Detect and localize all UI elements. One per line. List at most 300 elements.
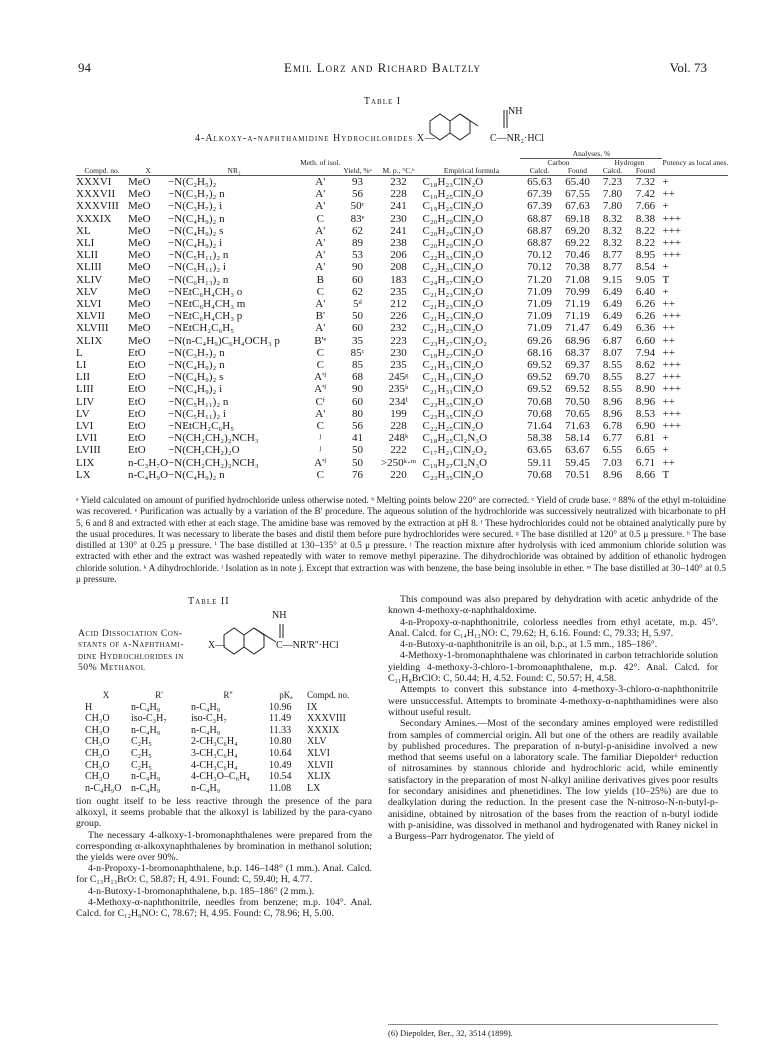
table1-cell: −N(C₄H₉)₂ s [168, 371, 224, 384]
table1-row [76, 249, 728, 261]
table1-cell: +++ [662, 224, 682, 237]
table1-cell: 67.63 [565, 200, 590, 213]
table2-cell: H [85, 701, 93, 713]
table1-cell: MeO [128, 176, 151, 188]
table1-cell: C₂₂H₂₅ClN₂O [422, 420, 484, 433]
table1-cell: B'ᵉ [314, 334, 327, 347]
table1-cell: XXXVII [76, 188, 116, 201]
table1-cell: −N(C₅H₁₁)₂ n [168, 249, 229, 262]
table2-cell: 3-CH₃C₆H₄ [191, 747, 238, 759]
table1-cell: ++ [662, 298, 675, 311]
table2-row [83, 736, 369, 748]
table2-cell: CH₃O [85, 736, 110, 748]
table1-cell: A' [315, 176, 326, 188]
table1-cell: −N(CH₂CH₂)₂NCH₃ [168, 456, 259, 469]
table1-cell: XLIV [76, 273, 103, 286]
table1-cell: 8.96 [635, 395, 656, 408]
table1-cell: 8.55 [602, 371, 623, 384]
table1-cell: 63.65 [527, 444, 552, 457]
table1-cell: 232 [390, 176, 407, 188]
table1-row [76, 408, 728, 420]
table1-cell: −N(C₅H₁₁)₂ i [168, 407, 226, 420]
table1-cell: EtO [128, 420, 146, 433]
table1-cell: C₁₉H₂₇ClN₂O [422, 346, 484, 359]
table1-cell: 60 [351, 322, 363, 335]
table1-cell: 8.55 [602, 383, 623, 396]
table1-cell: A' [315, 322, 326, 335]
table1-cell: −N(C₅H₁₁)₂ n [168, 395, 229, 408]
table1-cell: EtO [128, 359, 146, 372]
table1-cell: 71.64 [527, 420, 552, 433]
table2-caption: Table II [188, 596, 230, 607]
table1-cell: A' [315, 407, 326, 420]
table1-row [76, 213, 728, 225]
table1-cell: 71.09 [527, 285, 552, 298]
table1-row [76, 432, 728, 444]
table1-cell: LII [76, 371, 91, 384]
table1-cell: C₂₀H₂₉ClN₂O [422, 224, 484, 237]
table1-cell: 59.45 [565, 456, 590, 469]
table1-cell: 70.65 [565, 407, 590, 420]
table1-cell: −N(C₃H₇)₂ n [168, 346, 225, 359]
table1-cell: 230 [390, 212, 407, 225]
table2-cell: n-C₄H₉ [191, 701, 221, 713]
table1-cell: 8.32 [602, 224, 623, 237]
table1-cell: >250ᵏ·ᵐ [380, 456, 417, 469]
table1-cell: 8.32 [602, 237, 623, 250]
table1-cell: n-C₃H₇O [128, 456, 169, 469]
table1-cell: 69.22 [565, 237, 590, 250]
table1-cell: MeO [128, 298, 151, 311]
table2-formula-prefix: X— [208, 640, 226, 651]
table2-cell: XLVI [307, 747, 330, 759]
table2-cell: n-C₄H₉ [131, 724, 161, 736]
table1-row [76, 420, 728, 432]
table1-cell: 70.68 [527, 407, 552, 420]
table1-cell: 65.40 [565, 176, 590, 188]
table1-header-row: Compd. no. X NR₂ Yield, %ᵃ M. p., °C.ᵇ Empirical formula Calcd. Found Calcd. Found [76, 167, 728, 176]
table1-cell: XLIX [76, 334, 103, 347]
table1-row [76, 298, 728, 310]
table1-cell: + [662, 432, 669, 445]
table2-cell: IX [307, 701, 318, 713]
table1-cell: −N(CH₂CH₂)₂NCH₃ [168, 432, 259, 445]
table1-cell: 70.12 [527, 249, 552, 262]
table1-cell: 228 [390, 188, 407, 201]
table1-cell: EtO [128, 432, 146, 445]
table1-cell: +++ [662, 420, 682, 433]
table1-cell: XLIII [76, 261, 102, 274]
table1-cell: 70.68 [527, 395, 552, 408]
table1-cell: 85ᶜ [350, 346, 365, 359]
table2-row [83, 702, 369, 714]
table1-cell: −NEtC₆H₄CH₃ m [168, 298, 246, 311]
table1-cell: + [662, 261, 669, 274]
table1-cell: 8.32 [602, 212, 623, 225]
table1-cell: B' [315, 310, 325, 323]
table1-cell: LIII [76, 383, 94, 396]
table1-cell: 59.11 [527, 456, 552, 469]
table1-cell: XLI [76, 237, 95, 250]
table1-cell: EtO [128, 371, 146, 384]
table1-cell: 68.37 [565, 346, 590, 359]
table1-cell: MeO [128, 310, 151, 323]
table1-cell: 208 [390, 261, 407, 274]
table1-cell: C₂₁H₃₁ClN₂O [422, 383, 484, 396]
table1-cell: 6.65 [635, 444, 656, 457]
table1-cell: 206 [390, 249, 407, 262]
table1-cell: ++ [662, 322, 675, 335]
table1-cell: −NEtCH₂C₆H₅ [168, 420, 235, 433]
table1-cell: LIV [76, 395, 95, 408]
table1-cell: A' [315, 188, 326, 201]
table1-cell: ʲ [319, 444, 322, 457]
table1-cell: −N(C₄H₉)₂ s [168, 224, 224, 237]
table2-cell: CH₃O [85, 713, 110, 725]
table1-cell: −N(C₄H₉)₂ i [168, 383, 223, 396]
table1-cell: 7.42 [635, 188, 656, 201]
table1-title: 4-Alkoxy-α-naphthamidine Hydrochlorides X— [195, 133, 437, 144]
table1-cell: MeO [128, 249, 151, 262]
table1-cell: A' [315, 261, 326, 274]
table1-row [76, 396, 728, 408]
table1-cell: 70.46 [565, 249, 590, 262]
table1-cell: 71.09 [527, 310, 552, 323]
table1-cell: 9.05 [635, 273, 656, 286]
table1-row [76, 237, 728, 249]
table2 [83, 690, 369, 794]
table1-cell: 8.96 [602, 395, 623, 408]
table1-cell: T [662, 468, 670, 481]
table1-cell: 69.26 [527, 334, 552, 347]
table1-cell: +++ [662, 371, 682, 384]
table1-cell: 6.78 [602, 420, 623, 433]
table1-cell: −NEtC₆H₄CH₃ p [168, 310, 243, 323]
table1-row [76, 310, 728, 322]
table1-cell: MeO [128, 261, 151, 274]
table1-cell: C₂₂H₃₃ClN₂O [422, 261, 484, 274]
table2-cell: 4-CH₃O–C₆H₄ [191, 771, 250, 783]
table1-cell: 222 [390, 444, 407, 457]
table1-cell: 234ⁱ [389, 395, 408, 408]
table1-cell: 53 [351, 249, 363, 262]
table1-nh: NH [508, 106, 523, 117]
table1-cell: 70.68 [527, 468, 552, 481]
table1-cell: −N(CH₂CH₂)₂O [168, 444, 240, 457]
table1-cell: C [316, 420, 324, 433]
table1-cell: 71.08 [565, 273, 590, 286]
table1-cell: 80 [351, 407, 363, 420]
table1-cell: C [316, 346, 324, 359]
table1-cell: 67.55 [565, 188, 590, 201]
right-column-text: This compound was also prepared by dehydration with acetic anhydride of the known 4-methoxy-α-naphthaldoxime. 4-n-Propoxy-α-naphthonitrile, colorless needles from ethyl acetate, m.p. 45°. Anal. Calcd. for C₁₄H₁₃NO: C, 79.62; H, 6.16. Found: C, 79.33; H, 5.97. 4-n-Butoxy-α-naphthonitrile is an oil, b.p., at 1.5 mm., 185–186°. 4-Methoxy-1-bromonaphthalene was chlorinated in carbon tetrachloride solution yielding 4-methoxy-3-chloro-1-bromonaphthalene, m.p. 42°. Anal. Calcd. for C₁₁H₈BrClO: C, 50.44; H, 4.52. Found: C, 50.57; H, 4.58. Attempts to convert this substance into 4-methoxy-3-chloro-α-naphthonitrile were unsuccessful. Attempts to brominate 4-methoxy-α-naphthamidines were also without useful result. Secondary Amines.—Most of the secondary amines employed were redistilled from samples of commercial origin. All but one of the others are readily available by published procedures. The preparation of n-butyl-p-anisidine involved a new method that seems useful on a laboratory scale. The familiar Diepolder⁶ reduction of nitrosamines by stannous chloride and hydrochloric acid, while eminently satisfactory in the preparation of most N-alkyl aniline derivatives gives poor results for secondary anisidines and phenetidines. The low yields (10–25%) are due to dealkylation during the reduction. In the present case the N-nitroso-N-n-butyl-p-anisidine, obtained by nitrosation of the bases from the reaction of n-butyl iodide with p-anisidine, was dissolved in methanol and hydrogenated with Raney nickel in a Burgess–Parr hydrogenator. The yield of [388, 594, 718, 843]
table1-cell: LX [76, 468, 91, 481]
table1-cell: C₁₉H₂₅ClN₂O [422, 188, 484, 201]
table1-cell: 7.32 [635, 176, 656, 188]
table2-cell: 10.80 [269, 736, 292, 748]
table1-cell: +++ [662, 407, 682, 420]
table1-cell: XLVII [76, 310, 105, 323]
table1-cell: 6.71 [635, 456, 656, 469]
table1-cell: 89 [351, 237, 363, 250]
table1-cell: 220 [390, 468, 407, 481]
table1-cell: 58.14 [565, 432, 590, 445]
table1-cell: 235ʰ [388, 383, 409, 396]
table2-body [83, 702, 369, 795]
table1-cell: A' [315, 249, 326, 262]
table1 [76, 150, 728, 481]
table1-cell: 235 [390, 359, 407, 372]
table2-cell: n-C₄H₉ [191, 782, 221, 794]
table1-cell: 69.52 [527, 383, 552, 396]
table1-cell: MeO [128, 273, 151, 286]
table1-cell: 8.07 [602, 346, 623, 359]
table1-cell: 70.50 [565, 395, 590, 408]
table1-cell: LVIII [76, 444, 101, 457]
table2-cell: XXXIX [307, 724, 340, 736]
table1-cell: + [662, 444, 669, 457]
table1-cell: MeO [128, 212, 151, 225]
table2-nh: NH [272, 610, 287, 621]
table1-cell: 6.26 [635, 298, 656, 311]
table1-cell: +++ [662, 383, 682, 396]
table1-cell: MeO [128, 188, 151, 201]
table1-cell: EtO [128, 346, 146, 359]
table1-cell: 248ᵏ [388, 432, 409, 445]
table2-row [83, 771, 369, 783]
table1-cell: 70.51 [565, 468, 590, 481]
table1-cell: MeO [128, 322, 151, 335]
table1-cell: 7.80 [602, 188, 623, 201]
table2-cell: 4-CH₃C₆H₄ [191, 759, 238, 771]
table1-cell: 199 [390, 407, 407, 420]
table1-cell: 6.40 [635, 285, 656, 298]
table1-row [76, 200, 728, 212]
table1-cell: 8.22 [635, 237, 656, 250]
table1-cell: 70.12 [527, 261, 552, 274]
table1-cell: −N(C₄H₉)₂ n [168, 468, 225, 481]
table1-cell: MeO [128, 237, 151, 250]
table2-header: X R' R'' pKₐ Compd. no. [102, 690, 350, 700]
table1-cell: 212 [390, 298, 407, 311]
table1-row [76, 188, 728, 200]
table1-cell: C₂₃H₃₅ClN₂O [422, 407, 484, 420]
table1-cell: −N(C₄H₉)₂ n [168, 359, 225, 372]
table1-row [76, 469, 728, 481]
table1-cell: −N(C₅H₁₁)₂ i [168, 261, 226, 274]
table1-cell: 70.38 [565, 261, 590, 274]
table1-cell: +++ [662, 249, 682, 262]
table2-row [83, 725, 369, 737]
table2-cell: CH₃O [85, 759, 110, 771]
table1-row [76, 286, 728, 298]
table1-formula-group: C—NR₂·HCl [490, 133, 545, 144]
table1-cell: C₁₇H₂₁ClN₂O₂ [422, 444, 488, 457]
table1-cell: XLII [76, 249, 98, 262]
table1-cell: 69.70 [565, 371, 590, 384]
table2-cell: 10.49 [269, 759, 292, 771]
table1-cell: C₁₉H₂₅ClN₂O [422, 200, 484, 213]
table1-cell: ++ [662, 188, 675, 201]
table1-cell: LVII [76, 432, 97, 445]
table1-cell: 5ᵈ [353, 298, 362, 311]
table1-cell: 6.90 [635, 420, 656, 433]
table1-cell: 6.49 [602, 310, 623, 323]
table1-cell: 69.37 [565, 359, 590, 372]
table1-cell: 183 [390, 273, 407, 286]
table1-cell: 90 [351, 383, 363, 396]
table1-cell: +++ [662, 359, 682, 372]
table1-cell: 7.94 [635, 346, 656, 359]
table1-cell: 8.77 [602, 249, 623, 262]
table1-cell: 226 [390, 310, 407, 323]
table1-cell: 68.87 [527, 237, 552, 250]
table1-cell: 8.96 [602, 407, 623, 420]
table1-cell: C₂₁H₂₃ClN₂O [422, 285, 484, 298]
table1-cell: 9.15 [602, 273, 623, 286]
table2-cell: C₂H₅ [131, 747, 152, 759]
table1-cell: ++ [662, 346, 675, 359]
table2-cell: 10.64 [269, 747, 292, 759]
table1-cell: XLVI [76, 298, 102, 311]
table1-cell: C₁₉H₂₇Cl₂N₃O [422, 456, 488, 469]
table1-cell: 232 [390, 322, 407, 335]
table1-cell: 8.96 [602, 468, 623, 481]
table1-cell: EtO [128, 444, 146, 457]
table1-cell: 6.77 [602, 432, 623, 445]
table1-cell: 8.53 [635, 407, 656, 420]
table1-cell: 71.63 [565, 420, 590, 433]
table1-cell: 60 [351, 395, 363, 408]
table1-cell: MeO [128, 285, 151, 298]
table1-cell: LI [76, 359, 87, 372]
table1-cell: −NEtCH₂C₆H₅ [168, 322, 235, 335]
table1-cell: 8.27 [635, 371, 656, 384]
footnote-6: (6) Diepolder, Ber., 32, 3514 (1899). [388, 1024, 718, 1038]
table2-row [83, 783, 369, 795]
table2-title: Acid Dissociation Con- stants of α-Naphthami- dine Hydrochlorides in 50% Methanol [78, 628, 184, 674]
table1-cell: C₁₈H₂₃ClN₂O [422, 176, 484, 188]
table2-cell: XXXVIII [307, 713, 346, 725]
table1-cell: 8.95 [635, 249, 656, 262]
table1-cell: 41 [351, 432, 363, 445]
table1-cell: −N(n-C₄H₉)C₆H₄OCH₃ p [168, 334, 280, 347]
table1-cell: 6.26 [635, 310, 656, 323]
table1-cell: 6.36 [635, 322, 656, 335]
table1-cell: 68.16 [527, 346, 552, 359]
table1-cell: C₂₃H₃₅ClN₂O [422, 395, 484, 408]
table1-row [76, 335, 728, 347]
table1-cell: 230 [390, 346, 407, 359]
table1-cell: 6.55 [602, 444, 623, 457]
table1-cell: C₂₄H₃₇ClN₂O [422, 273, 484, 286]
table1-cell: C₂₁H₂₃ClN₂O [422, 310, 484, 323]
table1-cell: LIX [76, 456, 95, 469]
table1-cell: MeO [128, 200, 151, 213]
table1-cell: 71.09 [527, 322, 552, 335]
table2-cell: n-C₄H₉ [131, 782, 161, 794]
table1-cell: 69.18 [565, 212, 590, 225]
table1-cell: −N(C₄H₉)₂ i [168, 237, 223, 250]
table1-cell: 8.90 [635, 383, 656, 396]
table1-cell: 7.03 [602, 456, 623, 469]
table1-cell: 8.55 [602, 359, 623, 372]
table2-cell: XLVII [307, 759, 334, 771]
table2-cell: XLV [307, 736, 327, 748]
table1-cell: C₂₁H₃₁ClN₂O [422, 359, 484, 372]
table2-cell: LX [307, 782, 321, 794]
table1-row [76, 383, 728, 395]
left-column-text: tion ought itself to be less reactive through the presence of the para alkoxyl, it seems probable that the alkoxyl is labilized by the para-cyano group. The necessary 4-alkoxy-1-bromonaphthalenes were prepared from the corresponding α-alkoxynaphthalenes by bromination in methanol solution; the yields were over 90%. 4-n-Propoxy-1-bromonaphthalene, b.p. 146–148° (1 mm.). Anal. Calcd. for C₁₃H₁₃BrO: C, 58.87; H, 4.91. Found: C, 59.40; H, 4.77. 4-n-Butoxy-1-bromonaphthalene, b.p. 185–186° (2 mm.). 4-Methoxy-α-naphthonitrile, needles from benzene; m.p. 104°. Anal. Calcd. for C₁₂H₉NO: C, 78.67; H, 4.95. Found: C, 78.96; H, 5.00. [76, 796, 372, 920]
table1-cell: C₂₁H₂₃ClN₂O [422, 298, 484, 311]
table1-cell: A'ᶠ [314, 371, 327, 384]
table1-cell: EtO [128, 395, 146, 408]
table1-cell: XL [76, 224, 91, 237]
table1-cell: B [316, 273, 324, 286]
table1-cell: 85 [351, 359, 363, 372]
table1-cell: C₂₀H₂₉ClN₂O [422, 212, 484, 225]
table2-cell: n-C₄H₉ [131, 771, 161, 783]
table1-cell: Cᶠ [315, 395, 326, 408]
table1-cell: C₂₁H₃₁ClN₂O [422, 371, 484, 384]
table1-cell: A' [315, 200, 326, 213]
table1-cell: 67.39 [527, 188, 552, 201]
table1-row [76, 444, 728, 456]
table1-cell: 6.60 [635, 334, 656, 347]
table1-cell: 223 [390, 334, 407, 347]
table2-cell: 11.08 [269, 782, 292, 794]
table1-cell: C [316, 359, 324, 372]
table1-cell: 58.38 [527, 432, 552, 445]
table1-cell: A' [315, 224, 326, 237]
table1-cell: C₁₈H₂₅Cl₂N₃O [422, 432, 488, 445]
table1-cell: + [662, 285, 669, 298]
table1-cell: C₂₀H₂₉ClN₂O [422, 237, 484, 250]
table1-cell: 7.23 [602, 176, 623, 188]
table1-cell: 69.52 [565, 383, 590, 396]
page-number: 94 [78, 60, 91, 75]
table1-cell: 241 [390, 224, 407, 237]
table1-cell: XLVIII [76, 322, 109, 335]
table1-cell: 241 [390, 200, 407, 213]
table2-row [83, 713, 369, 725]
running-title: Emil Lorz and Richard Baltzly [284, 60, 481, 75]
table1-row [76, 359, 728, 371]
table1-cell: 56 [351, 420, 363, 433]
table1-cell: 8.38 [635, 212, 656, 225]
table2-cell: n-C₄H₉ [131, 701, 161, 713]
table1-cell: 7.66 [635, 200, 656, 213]
table1-cell: 35 [351, 334, 363, 347]
table1-cell: C₂₃H₂₇ClN₂O₂ [422, 334, 488, 347]
table2-cell: iso-C₃H₇ [191, 713, 227, 725]
table1-cell: −N(C₆H₁₃)₂ n [168, 273, 229, 286]
table1-cell: 50ᶜ [350, 200, 365, 213]
volume-label: Vol. 73 [669, 60, 707, 75]
table2-cell: CH₃O [85, 771, 110, 783]
table1-cell: 8.54 [635, 261, 656, 274]
table2-cell: n-C₄H₉ [191, 724, 221, 736]
table1-cell: T [662, 273, 670, 286]
table1-cell: XXXVI [76, 176, 112, 188]
table1-row [76, 176, 728, 189]
table1-cell: + [662, 176, 669, 188]
table2-cell: 2-CH₃C₆H₄ [191, 736, 238, 748]
table1-cell: C [316, 468, 324, 481]
table1-cell: 6.87 [602, 334, 623, 347]
table2-cell: CH₃O [85, 747, 110, 759]
table1-cell: 8.66 [635, 468, 656, 481]
